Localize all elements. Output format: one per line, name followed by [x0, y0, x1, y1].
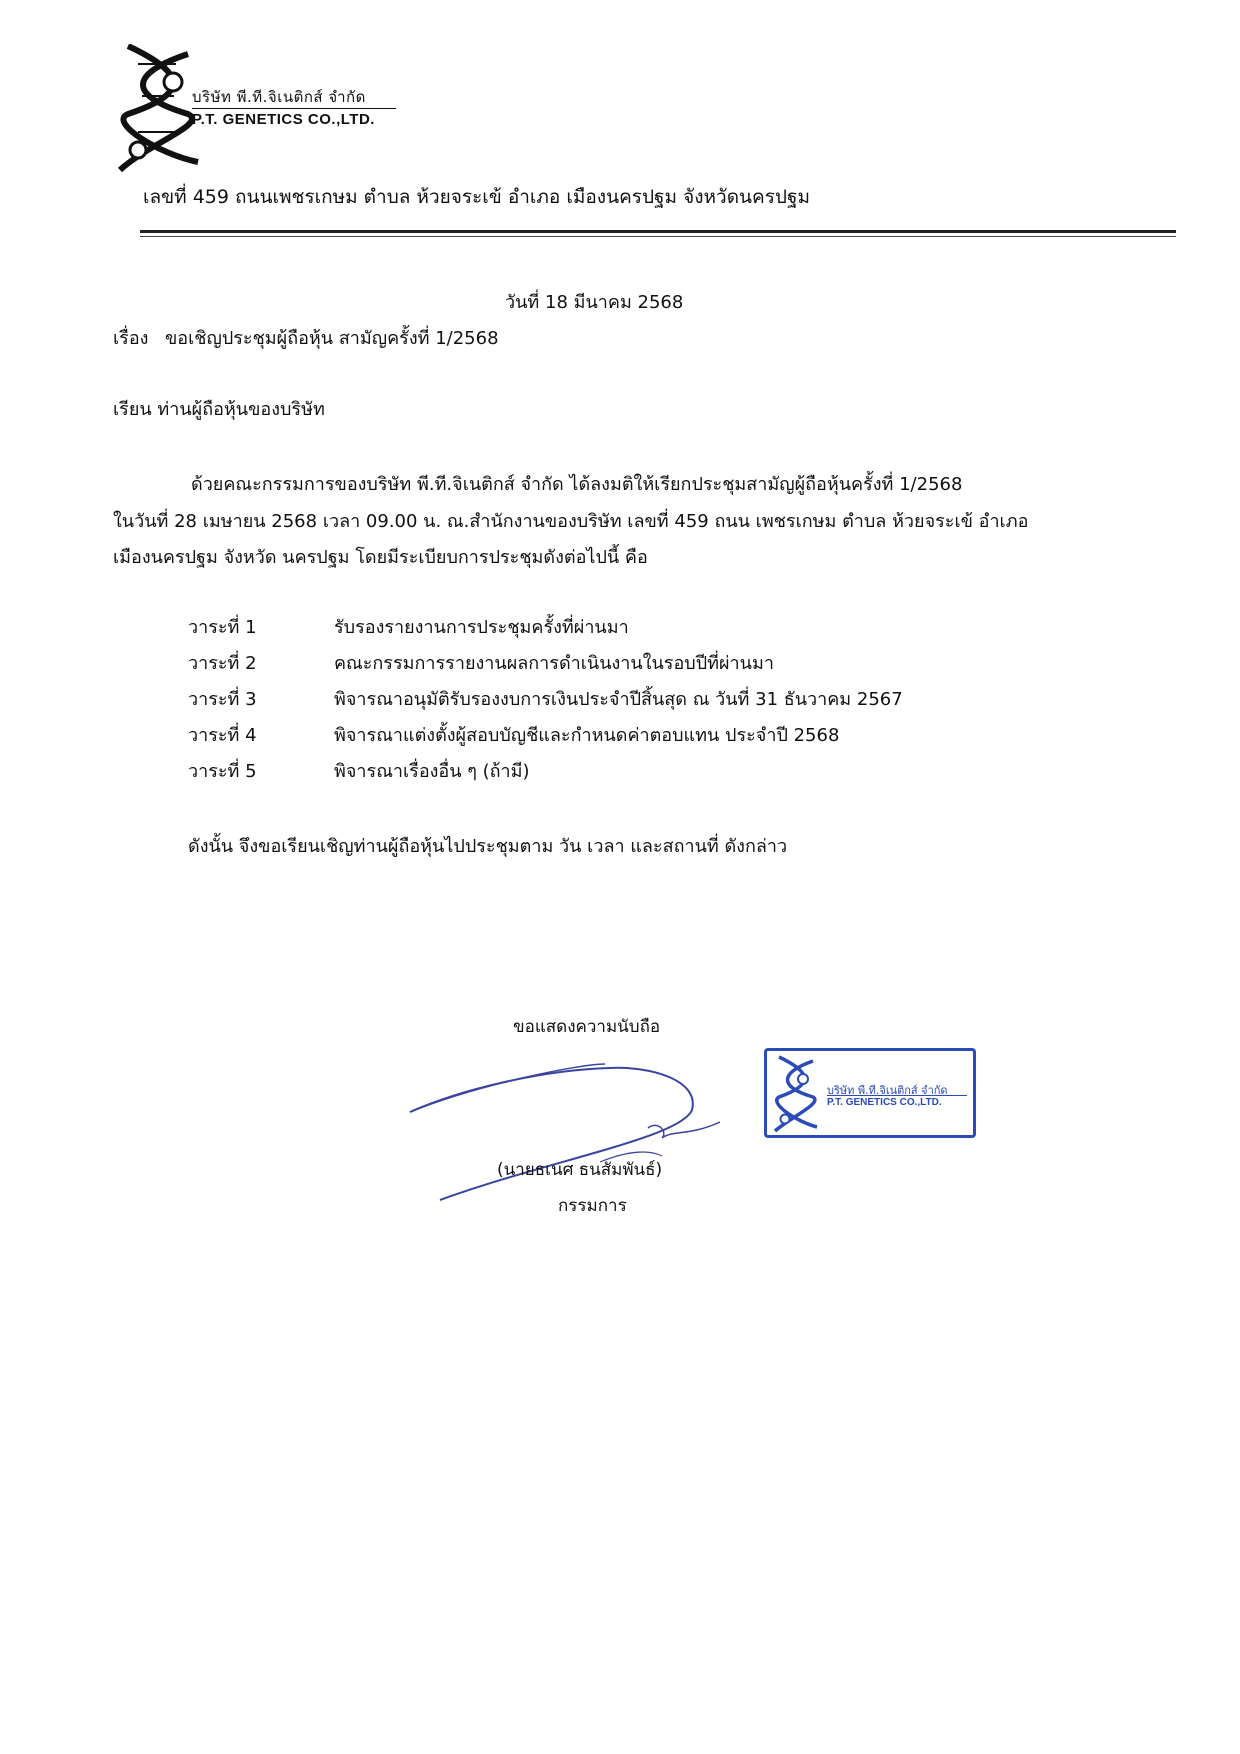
signer-title: กรรมการ: [558, 1196, 627, 1216]
stamp-company-thai: บริษัท พี.ที.จิเนติกส์ จำกัด: [827, 1084, 948, 1097]
company-stamp: [764, 1048, 976, 1138]
agenda-number: วาระที่ 1: [188, 617, 257, 638]
agenda-number: วาระที่ 4: [188, 725, 257, 746]
letter-salutation: เรียน ท่านผู้ถือหุ้นของบริษัท: [113, 399, 325, 420]
agenda-text: คณะกรรมการรายงานผลการดำเนินงานในรอบปีที่ผ่านมา: [334, 653, 774, 674]
company-name-underline: [192, 108, 396, 109]
company-name-thai: บริษัท พี.ที.จิเนติกส์ จำกัด: [192, 88, 366, 106]
agenda-text: พิจารณาเรื่องอื่น ๆ (ถ้ามี): [334, 761, 530, 782]
agenda-number: วาระที่ 5: [188, 761, 257, 782]
body-line: เมืองนครปฐม จังหวัด นครปฐม โดยมีระเบียบการประชุมดังต่อไปนี้ คือ: [113, 547, 648, 568]
agenda-text: พิจารณาแต่งตั้งผู้สอบบัญชีและกำหนดค่าตอบแทน ประจำปี 2568: [334, 725, 840, 746]
subject-text: ขอเชิญประชุมผู้ถือหุ้น สามัญครั้งที่ 1/2568: [165, 328, 499, 349]
closing-line: ดังนั้น จึงขอเรียนเชิญท่านผู้ถือหุ้นไปประชุมตาม วัน เวลา และสถานที่ ดังกล่าว: [188, 836, 788, 857]
stamp-dna-icon: [773, 1055, 819, 1133]
header-rule: [140, 230, 1176, 233]
regards: ขอแสดงความนับถือ: [513, 1017, 661, 1037]
company-address: เลขที่ 459 ถนนเพชรเกษม ตำบล ห้วยจระเข้ อำเภอ เมืองนครปฐม จังหวัดนครปฐม: [143, 186, 811, 208]
letter-subject: [113, 323, 499, 352]
handwritten-signature: [400, 1040, 740, 1210]
company-name-english: P.T. GENETICS CO.,LTD.: [192, 111, 375, 128]
dna-helix-icon: [118, 44, 200, 172]
body-line: ในวันที่ 28 เมษายน 2568 เวลา 09.00 น. ณ.สำนักงานของบริษัท เลขที่ 459 ถนน เพชรเกษม ตำบล ห้วยจระเข้ อำเภอ: [113, 511, 1029, 532]
stamp-company-english: P.T. GENETICS CO.,LTD.: [827, 1097, 942, 1108]
header-rule-thin: [140, 236, 1176, 237]
signer-name: (นายธเนศ ธนสัมพันธ์): [497, 1160, 663, 1180]
subject-label: เรื่อง: [113, 328, 149, 349]
agenda-text: พิจารณาอนุมัติรับรองงบการเงินประจำปีสิ้นสุด ณ วันที่ 31 ธันวาคม 2567: [334, 689, 903, 710]
agenda-number: วาระที่ 3: [188, 689, 257, 710]
agenda-text: รับรองรายงานการประชุมครั้งที่ผ่านมา: [334, 617, 629, 638]
body-line: ด้วยคณะกรรมการของบริษัท พี.ที.จิเนติกส์ จำกัด ได้ลงมติให้เรียกประชุมสามัญผู้ถือหุ้นครั้งที่ 1/2568: [191, 474, 963, 495]
stamp-underline: [827, 1095, 967, 1096]
agenda-number: วาระที่ 2: [188, 653, 257, 674]
letter-date: วันที่ 18 มีนาคม 2568: [505, 292, 684, 313]
